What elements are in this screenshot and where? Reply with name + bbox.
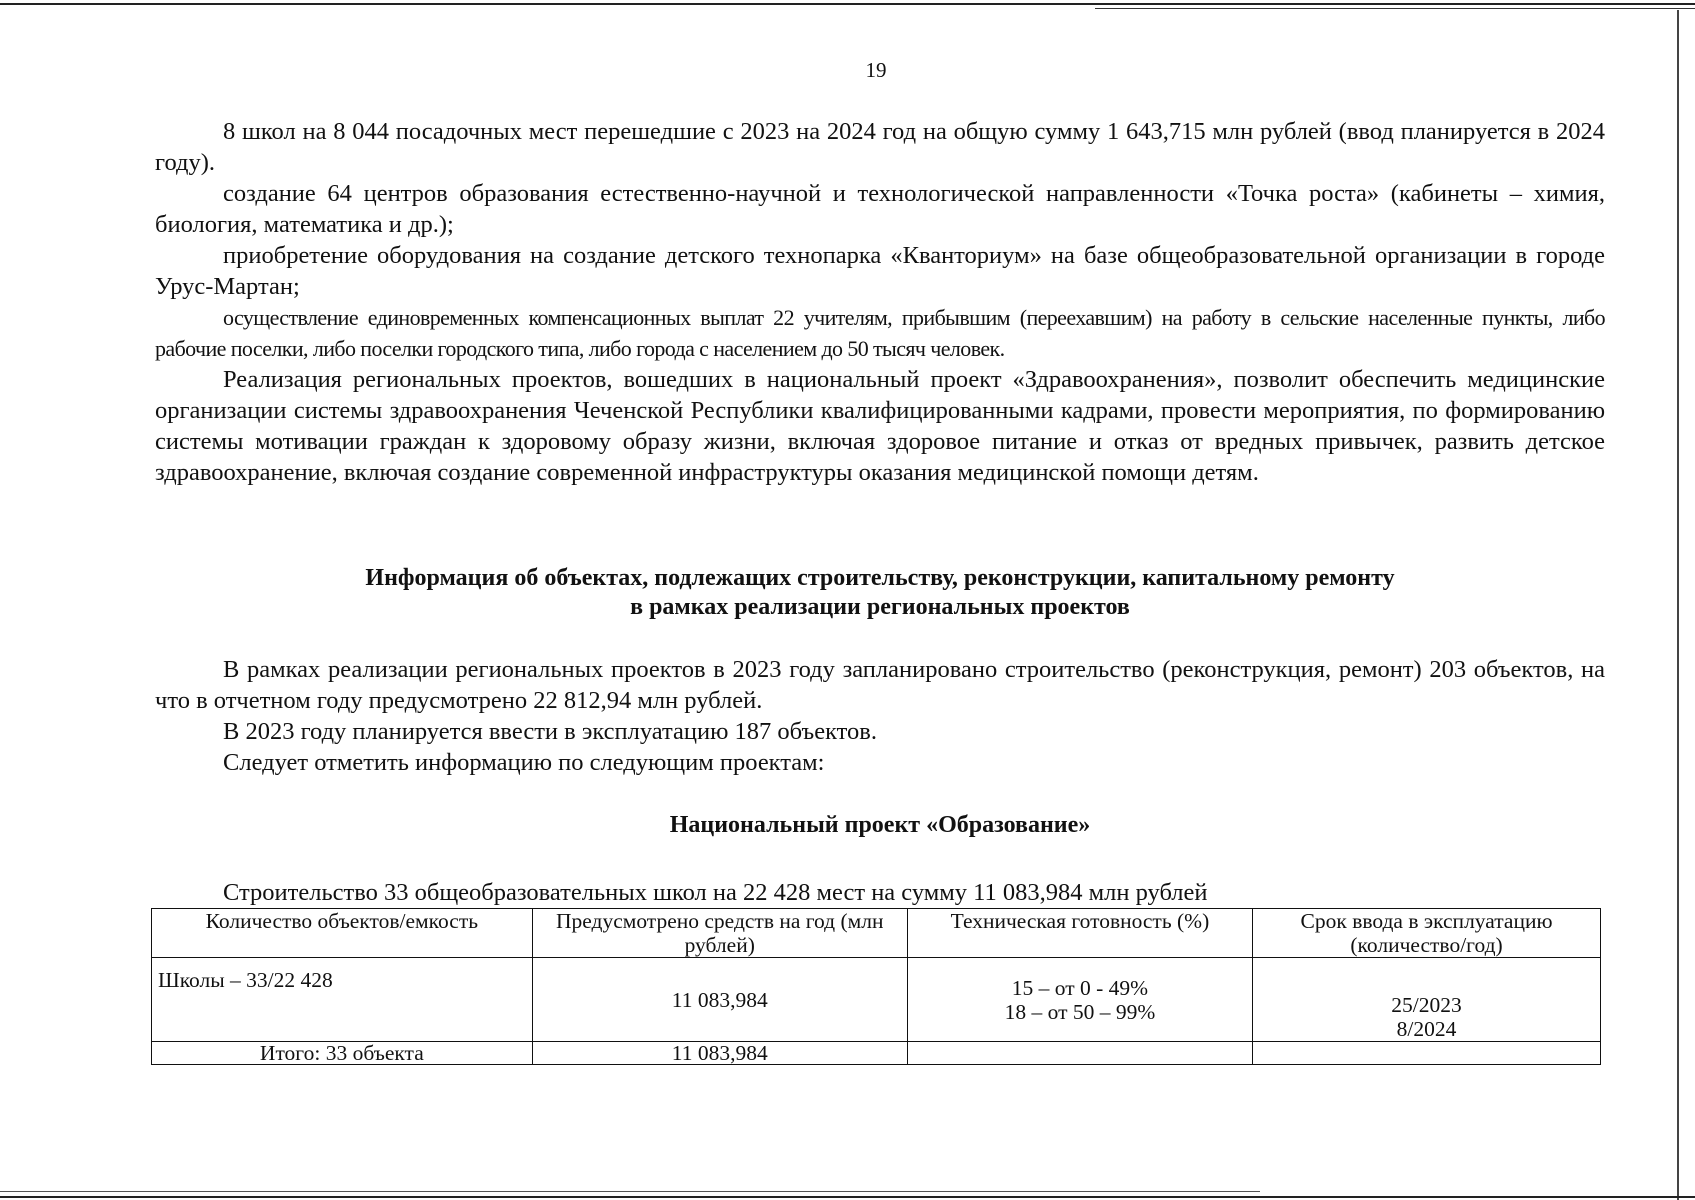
table-header-row [152,909,1601,958]
section-heading [155,564,1605,622]
table-row [152,958,1601,1042]
table-caption: Строительство 33 общеобразовательных школ на 22 428 мест на сумму 11 083,984 млн рублей [223,879,1208,906]
readiness-line-2: 18 – от 50 – 99% [1004,999,1156,1024]
page-border-top-secondary [1095,8,1695,9]
page-number: 19 [865,58,887,82]
cell-funds: 11 083,984 [532,958,907,1042]
cell-total-funds: 11 083,984 [532,1042,907,1065]
cell-total-commission [1253,1042,1601,1065]
section-heading-line-1: Информация об объектах, подлежащих строительству, реконструкции, капитальному ремонту [365,565,1395,591]
paragraph-commissioning: В 2023 году планируется ввести в эксплуатацию 187 объектов. [223,718,877,745]
paragraph-following-projects: Следует отметить информацию по следующим проектам: [223,749,825,776]
body-text-block-1 [155,116,1605,488]
section-heading-line-2: в рамках реализации региональных проектов [630,594,1130,620]
paragraph-schools-transfer: 8 школ на 8 044 посадочных мест перешедшие с 2023 на 2024 год на общую сумму 1 643,715 млн рублей (ввод планируется в 2024 году). [155,118,1605,176]
page-border-right [1677,10,1679,1200]
paragraph-teacher-payments: осуществление единовременных компенсационных выплат 22 учителям, прибывшим (переехавшим) на работу в сельские населенные пункты, либо рабочие поселки, либо поселки городского типа, либо города с населением до 50 тысяч человек. [155,305,1605,361]
table-total-row [152,1042,1601,1065]
cell-objects: Школы – 33/22 428 [152,958,533,1042]
commission-line-1: 25/2023 [1391,993,1462,1017]
page-border-top [0,3,1695,5]
page-border-bottom [0,1196,1695,1198]
cell-total-label: Итого: 33 объекта [152,1042,533,1065]
cell-total-readiness [907,1042,1252,1065]
header-objects: Количество объектов/емкость [152,909,533,958]
readiness-line-1: 15 – от 0 - 49% [1011,975,1149,1000]
page-border-bottom-secondary [0,1191,1260,1192]
paragraph-objects-planned: В рамках реализации региональных проектов в 2023 году запланировано строительство (реконструкция, ремонт) 203 объектов, на что в отчетном году предусмотрено 22 812,94 млн рублей. [155,656,1605,714]
project-heading: Национальный проект «Образование» [669,812,1091,838]
header-commission: Срок ввода в эксплуатацию (количество/год) [1253,909,1601,958]
paragraph-kvantorium: приобретение оборудования на создание детского технопарка «Кванториум» на базе общеобразовательной организации в городе Урус-Мартан; [155,242,1605,300]
header-readiness: Техническая готовность (%) [907,909,1252,958]
paragraph-tochka-rosta: создание 64 центров образования естественно-научной и технологической направленности «Точка роста» (кабинеты – химия, биология, математика и др.); [155,180,1605,238]
projects-table [151,908,1601,1065]
cell-commission [1253,958,1601,1042]
cell-readiness [907,958,1252,1042]
body-text-block-2 [155,654,1605,778]
paragraph-healthcare: Реализация региональных проектов, вошедших в национальный проект «Здравоохранения», позволит обеспечить медицинские организации системы здравоохранения Чеченской Республики квалифицированными кадрами, провести мероприятия, по формированию системы мотивации граждан к здоровому образу жизни, включая здоровое питание и отказ от вредных привычек, развить детское здравоохранение, включая создание современной инфраструктуры оказания медицинской помощи детям. [155,366,1605,486]
header-funds: Предусмотрено средств на год (млн рублей) [532,909,907,958]
commission-line-2: 8/2024 [1396,1017,1457,1041]
